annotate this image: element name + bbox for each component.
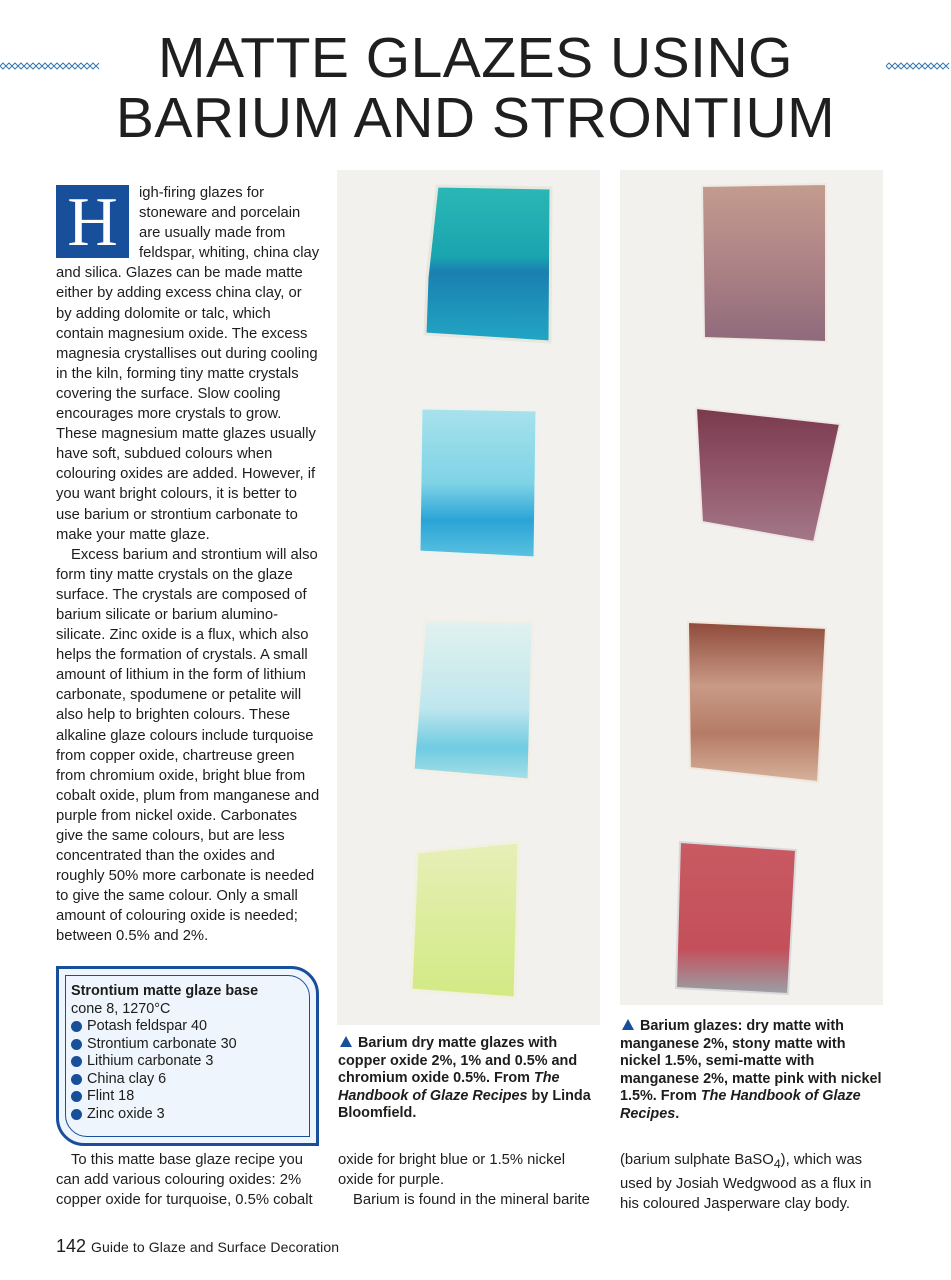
photo-manganese-nickel-tiles — [620, 170, 883, 1005]
recipe-content — [71, 983, 308, 1123]
bottom-paragraph: Barium is found in the mineral barite — [353, 1192, 590, 1209]
intro-paragraph-2: Excess barium and strontium will also form tiny matte crystals on the glaze surface. The crystals are composed of barium silicate or barium alumino-silicate. Zinc oxide is a flux, which also helps the formation of crystals. A small amount of lithium in the form of lithium carbonate, spodumene or petalite will also help to brighten colours. These alkaline glaze colours include turquoise from copper oxide, chartreuse green from chromium oxide, bright blue from cobalt oxide, plum from manganese and purple from nickel oxide. Carbonates give the same colours, but are less concentrated than the oxides and roughly 50% more carbonate is needed to give the same colour. Only a small amount of colouring oxide is needed; between 0.5% and 2%. — [56, 546, 320, 945]
decorative-border-right — [886, 60, 951, 72]
page-number: 142 — [56, 1236, 87, 1256]
photo-copper-chromium-tiles — [337, 170, 600, 1025]
tile-manganese-semi — [688, 622, 826, 782]
page-title — [60, 28, 891, 148]
bullet-icon — [71, 1056, 82, 1067]
tile-chromium — [411, 842, 519, 998]
bullet-icon — [71, 1091, 82, 1102]
recipe-ingredient: China clay 6 — [71, 1071, 308, 1089]
tile-nickel-pink — [676, 842, 796, 994]
bullet-icon — [71, 1021, 82, 1032]
recipe-title: Strontium matte glaze base — [71, 983, 259, 999]
caption-left: Barium dry matte glazes with copper oxide 2%, 1% and 0.5% and chromium oxide 0.5%. From The Handbook of Glaze Recipes by Linda Bloomfield. — [338, 1035, 591, 1122]
bottom-column-1 — [56, 1150, 318, 1210]
tile-nickel-stony — [696, 408, 840, 542]
bottom-column-2 — [338, 1150, 600, 1210]
glaze-tiles-illustration-2 — [620, 170, 883, 1005]
intro-paragraph-1: igh-firing glazes for stoneware and porcelain are usually made from feldspar, whiting, china clay and silica. Glazes can be made matte either by adding excess china clay, or by adding dolomite or talc, which contain magnesium oxide. The excess magnesia crystallises out during cooling in the kiln, forming tiny matte crystals covering the surface. Slow cooling encourages more crystals to grow. These magnesium matte glazes usually have soft, subdued colours when colouring oxides are added. However, if you want bright colours, it is better to use barium or strontium carbonate to make your matte glaze. — [56, 185, 320, 543]
bottom-paragraph: oxide for bright blue or 1.5% nickel oxide for purple. — [338, 1152, 566, 1189]
recipe-ingredient-list — [71, 1018, 308, 1123]
tile-copper-0-5 — [413, 620, 533, 780]
intro-column — [56, 183, 321, 947]
triangle-up-icon — [622, 1019, 634, 1030]
page-title-line-2: BARIUM AND STRONTIUM — [115, 86, 836, 150]
recipe-ingredient: Zinc oxide 3 — [71, 1106, 308, 1124]
recipe-subtitle: cone 8, 1270°C — [71, 1000, 171, 1017]
page-title-line-1: MATTE GLAZES USING — [157, 26, 794, 90]
bottom-column-3 — [620, 1150, 884, 1214]
decorative-border-left — [0, 60, 100, 72]
recipe-ingredient: Flint 18 — [71, 1088, 308, 1106]
page-footer — [56, 1236, 339, 1257]
tile-copper-2 — [425, 186, 551, 342]
caption-book-title: The Handbook of Glaze Recipes — [620, 1088, 861, 1122]
recipe-ingredient: Lithium carbonate 3 — [71, 1053, 308, 1071]
recipe-ingredient: Potash feldspar 40 — [71, 1018, 308, 1036]
recipe-box — [56, 966, 319, 1146]
bullet-icon — [71, 1074, 82, 1085]
caption-book-title: The Handbook of Glaze Recipes — [338, 1070, 560, 1104]
glaze-tiles-illustration — [337, 170, 600, 1025]
caption-right: Barium glazes: dry matte with manganese 2%, stony matte with nickel 1.5%, semi-matte with manganese 2%, matte pink with nickel 1.5%. From The Handbook of Glaze Recipes. — [620, 1018, 882, 1122]
bullet-icon — [71, 1039, 82, 1050]
recipe-ingredient: Strontium carbonate 30 — [71, 1036, 308, 1054]
bottom-paragraph: To this matte base glaze recipe you can add various colouring oxides: 2% copper oxide for turquoise, 0.5% cobalt — [56, 1152, 313, 1209]
tile-manganese-dry — [702, 184, 826, 342]
running-title: Guide to Glaze and Surface Decoration — [91, 1239, 340, 1255]
bottom-paragraph: (barium sulphate BaSO$_4$), which was used by Josiah Wedgwood as a flux in his coloured Jasperware clay body. — [620, 1152, 872, 1213]
bullet-icon — [71, 1109, 82, 1120]
tile-copper-1 — [419, 408, 537, 558]
drop-cap: H — [56, 185, 129, 258]
triangle-up-icon — [340, 1036, 352, 1047]
